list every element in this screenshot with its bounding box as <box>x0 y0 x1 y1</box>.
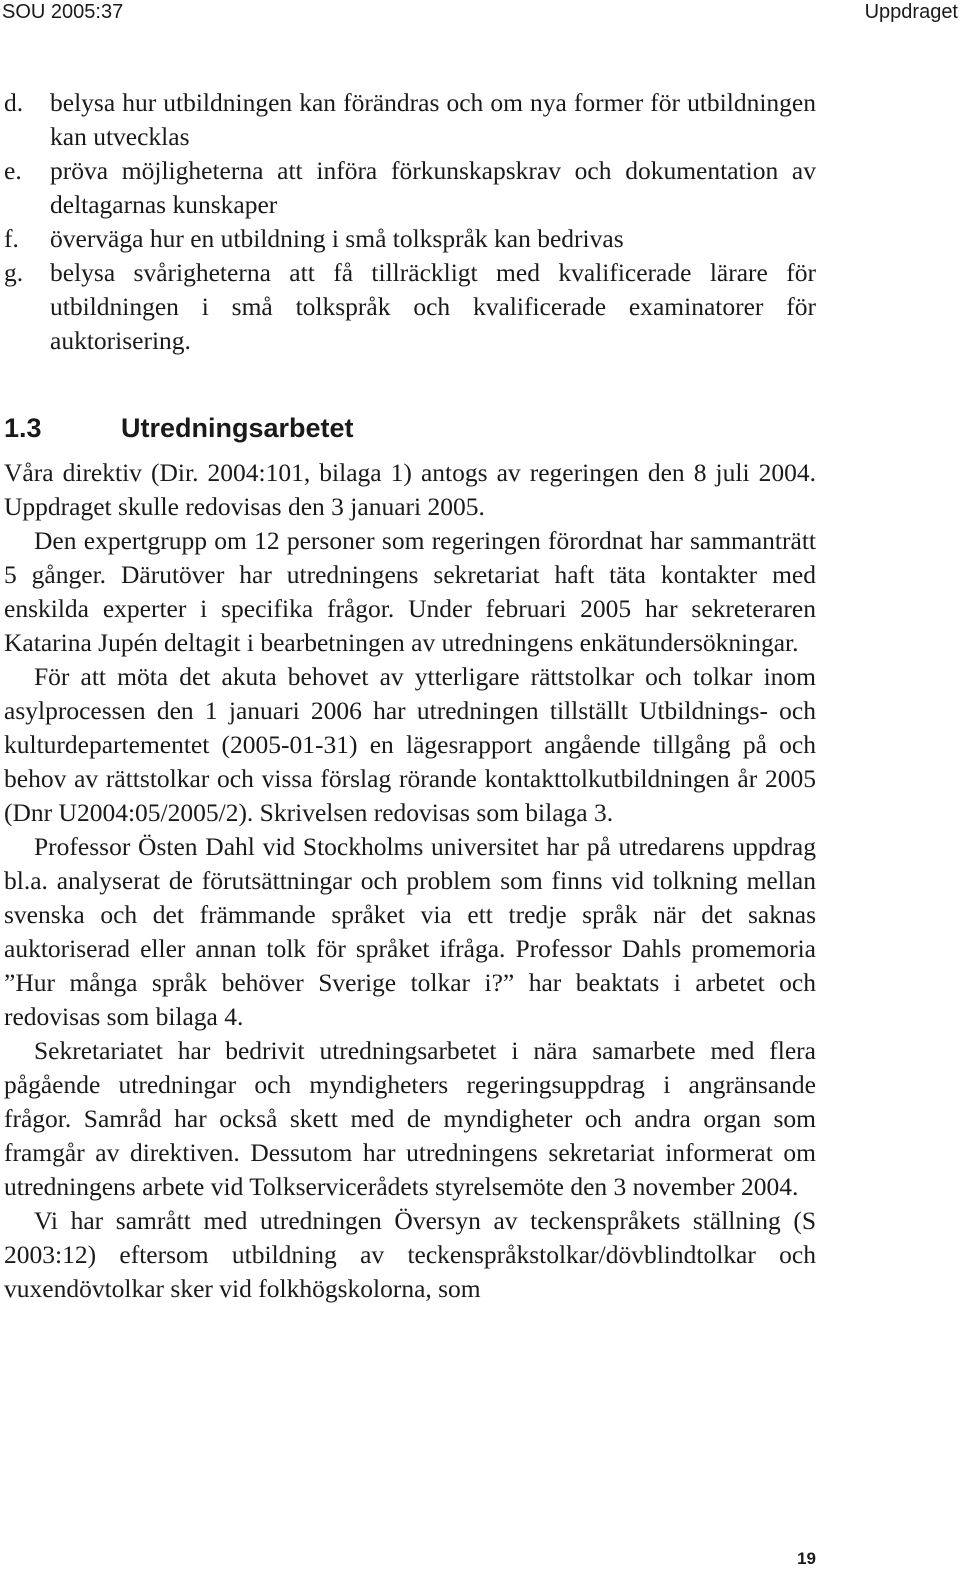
list-marker: f. <box>4 224 19 253</box>
paragraph: Sekretariatet har bedrivit utredningsarbetet i nära samarbete med flera pågående utredningar och myndigheters regeringsuppdrag i angränsande frågor. Samråd har också skett med de myndigheter och andra organ som framgår av direktiven. Dessutom har utredningens sekretariat informerat om utredningens arbete vid Tolkservicerådets styrelsemöte den 3 november 2004. <box>4 1036 816 1201</box>
list-marker: e. <box>4 156 22 185</box>
running-header <box>0 0 960 28</box>
paragraph: Vi har samrått med utredningen Översyn av teckenspråkets ställning (S 2003:12) eftersom utbildning av teckenspråkstolkar/dövblindtolkar och vuxendövtolkar sker vid folkhögskolorna, som <box>4 1206 816 1303</box>
paragraph: För att möta det akuta behovet av ytterligare rättstolkar och tolkar inom asylprocessen den 1 januari 2006 har utredningen tillställt Utbildnings- och kulturdepartementet (2005-01-31) en lägesrapport angående tillgång på och behov av rättstolkar och vissa förslag rörande kontakttolkutbildningen år 2005 (Dnr U2004:05/2005/2). Skrivelsen redovisas som bilaga 3. <box>4 662 816 827</box>
document-id: SOU 2005:37 <box>2 1 124 23</box>
running-section-title: Uppdraget <box>864 1 958 23</box>
paragraph: Den expertgrupp om 12 personer som regeringen förordnat har sammanträtt 5 gånger. Därutöver har utredningens sekretariat haft täta kontakter med enskilda experter i specifika frågor. Under februari 2005 har sekreteraren Katarina Jupén deltagit i bearbetningen av utredningens enkätundersökningar. <box>4 526 816 657</box>
list-marker: d. <box>4 88 24 117</box>
task-list <box>4 86 816 358</box>
body-text <box>4 456 816 1306</box>
page-content <box>4 86 816 1306</box>
list-item <box>4 86 816 154</box>
paragraph: Professor Östen Dahl vid Stockholms universitet har på utredarens uppdrag bl.a. analyserat de förutsättningar och problem som finns vid tolkning mellan svenska och det främmande språket via ett tredje språk när det saknas auktoriserad eller annan tolk för språket ifråga. Professor Dahls promemoria ”Hur många språk behöver Sverige tolkar i?” har beaktats i arbetet och redovisas som bilaga 4. <box>4 832 816 1031</box>
page-number: 19 <box>797 1549 816 1568</box>
list-item-text: överväga hur en utbildning i små tolkspråk kan bedrivas <box>50 224 624 253</box>
section-heading <box>4 411 816 445</box>
list-item-text: belysa hur utbildningen kan förändras och om nya former för utbildningen kan utvecklas <box>50 88 816 151</box>
section-title: Utredningsarbetet <box>121 413 354 443</box>
section-number: 1.3 <box>4 413 42 443</box>
list-item <box>4 256 816 358</box>
list-item <box>4 222 816 256</box>
paragraph: Våra direktiv (Dir. 2004:101, bilaga 1) antogs av regeringen den 8 juli 2004. Uppdraget skulle redovisas den 3 januari 2005. <box>4 458 816 521</box>
list-item-text: belysa svårigheterna att få tillräckligt med kvalificerade lärare för utbildningen i små tolkspråk och kvalificerade examinatorer för auktorisering. <box>50 258 816 355</box>
list-marker: g. <box>4 258 24 287</box>
list-item-text: pröva möjligheterna att införa förkunskapskrav och dokumentation av deltagarnas kunskaper <box>50 156 816 219</box>
list-item <box>4 154 816 222</box>
